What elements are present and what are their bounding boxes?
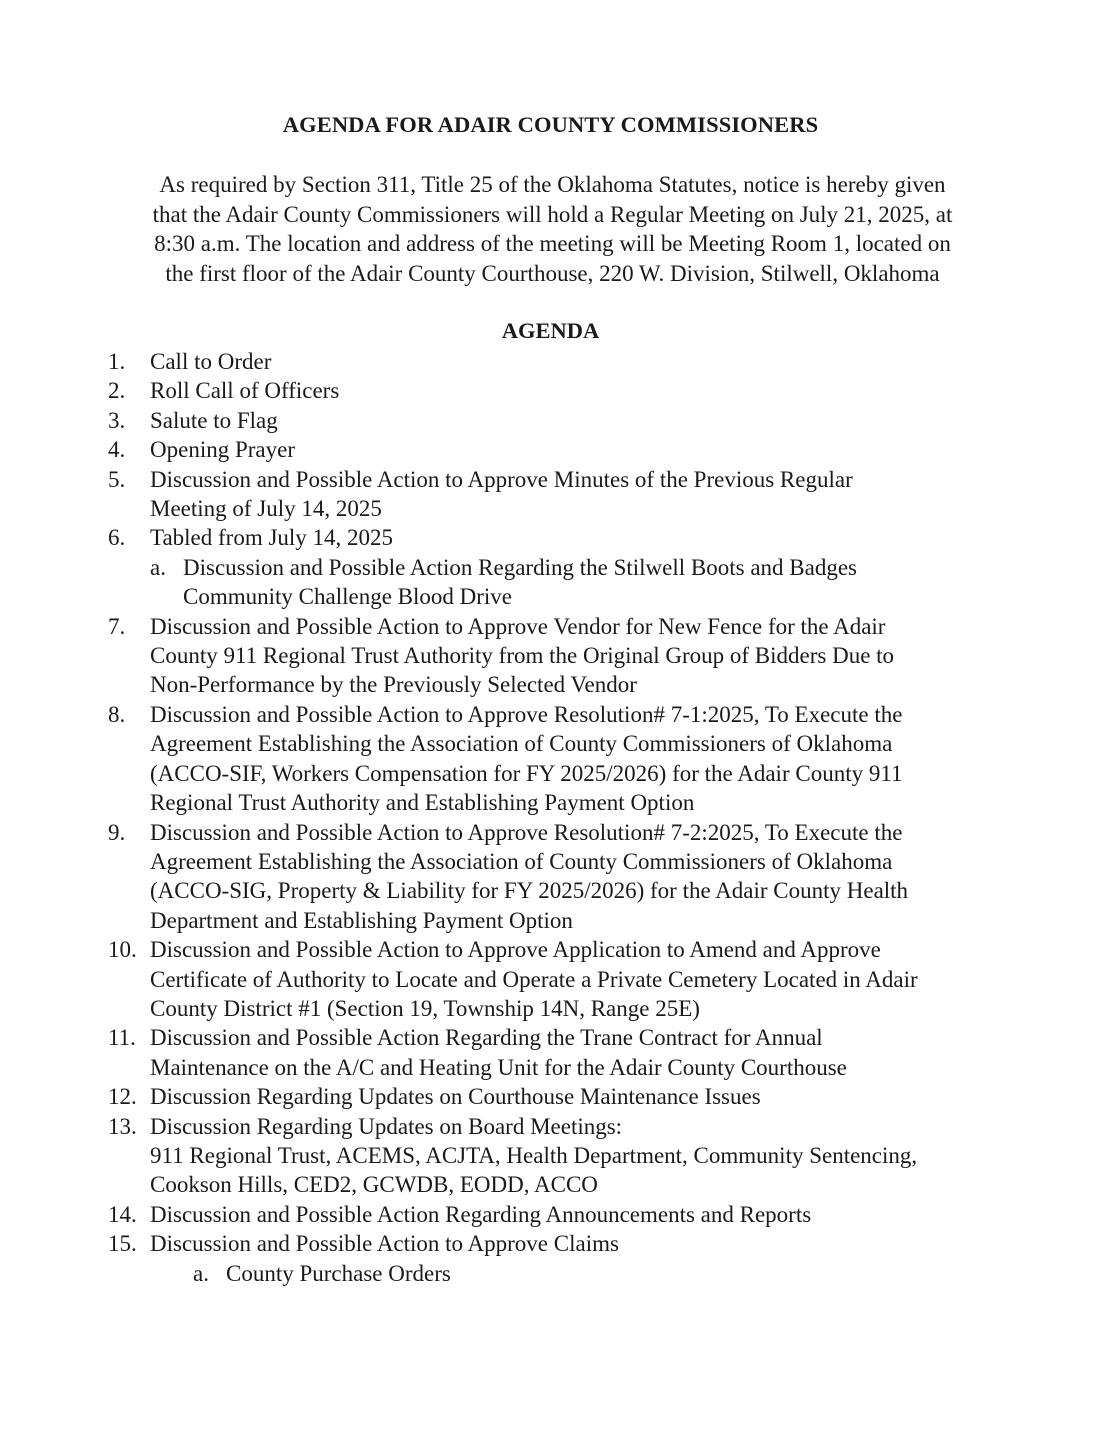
item-number: 12. <box>108 1084 137 1110</box>
item-text: Discussion Regarding Updates on Courthouse Maintenance Issues <box>150 1084 761 1110</box>
agenda-heading: AGENDA <box>501 318 600 343</box>
meeting-notice <box>95 170 1010 288</box>
item-text: County Purchase Orders <box>226 1260 451 1286</box>
item-text: (ACCO-SIF, Workers Compensation for FY 2025/2026) for the Adair County 911 <box>150 760 903 786</box>
agenda-item <box>108 1200 1068 1229</box>
item-number: 4. <box>108 437 126 463</box>
item-number: 11. <box>108 1025 136 1051</box>
agenda-list <box>108 347 1068 1288</box>
item-text: Agreement Establishing the Association of County Commissioners of Oklahoma <box>150 731 893 757</box>
item-number: 15. <box>108 1231 137 1257</box>
item-text: Discussion and Possible Action Regarding the Stilwell Boots and Badges <box>183 554 857 580</box>
item-number: 2. <box>108 378 126 404</box>
item-text: Discussion Regarding Updates on Board Meetings: <box>150 1113 623 1139</box>
agenda-item <box>108 1023 1068 1082</box>
agenda-item <box>108 1229 1068 1258</box>
notice-line: As required by Section 311, Title 25 of the Oklahoma Statutes, notice is hereby given <box>159 172 946 197</box>
item-text: Community Challenge Blood Drive <box>183 584 512 610</box>
item-text: Meeting of July 14, 2025 <box>150 496 382 522</box>
item-text: Call to Order <box>150 349 272 374</box>
item-text: (ACCO-SIG, Property & Liability for FY 2025/2026) for the Adair County Health <box>150 878 909 904</box>
item-text: Discussion and Possible Action to Approve Claims <box>150 1231 619 1257</box>
item-number: 8. <box>108 701 126 727</box>
item-text: Opening Prayer <box>150 437 295 463</box>
item-text: Discussion and Possible Action to Approve Minutes of the Previous Regular <box>150 466 853 492</box>
document-title: AGENDA FOR ADAIR COUNTY COMMISSIONERS <box>282 112 819 137</box>
notice-line: the first floor of the Adair County Courthouse, 220 W. Division, Stilwell, Oklahoma <box>165 260 940 286</box>
item-number: 1. <box>108 349 126 374</box>
item-number: 10. <box>108 937 137 963</box>
item-number: 7. <box>108 613 126 639</box>
item-text: Certificate of Authority to Locate and Operate a Private Cemetery Located in Adair <box>150 966 918 992</box>
agenda-item <box>108 465 1068 524</box>
agenda-item <box>108 1082 1068 1111</box>
item-number: a. <box>150 554 166 580</box>
agenda-item <box>108 406 1068 435</box>
item-text: Agreement Establishing the Association of County Commissioners of Oklahoma <box>150 848 893 874</box>
item-number: 6. <box>108 525 126 551</box>
item-text: Discussion and Possible Action Regarding the Trane Contract for Annual <box>150 1025 823 1051</box>
agenda-item <box>108 612 1068 700</box>
agenda-subitem <box>108 553 1068 612</box>
item-text: Department and Establishing Payment Option <box>150 907 573 933</box>
agenda-item <box>108 435 1068 464</box>
item-text: Maintenance on the A/C and Heating Unit for the Adair County Courthouse <box>150 1054 847 1080</box>
agenda-item <box>108 935 1068 1023</box>
item-text: Discussion and Possible Action Regarding Announcements and Reports <box>150 1201 812 1227</box>
notice-line: that the Adair County Commissioners will hold a Regular Meeting on July 21, 2025, at <box>152 201 953 227</box>
item-number: 9. <box>108 819 126 845</box>
agenda-item <box>108 818 1068 936</box>
item-text: Tabled from July 14, 2025 <box>150 525 394 551</box>
notice-line: 8:30 a.m. The location and address of the meeting will be Meeting Room 1, located on <box>154 231 951 256</box>
agenda-item <box>108 700 1068 818</box>
item-text: Discussion and Possible Action to Approve Resolution# 7-1:2025, To Execute the <box>150 701 903 727</box>
item-text: Roll Call of Officers <box>150 378 340 404</box>
agenda-subitem <box>108 1259 1068 1288</box>
item-text: County District #1 (Section 19, Township 14N, Range 25E) <box>150 995 700 1021</box>
agenda-item <box>108 523 1068 552</box>
item-text: Discussion and Possible Action to Approve Application to Amend and Approve <box>150 937 881 963</box>
item-text: Cookson Hills, CED2, GCWDB, EODD, ACCO <box>150 1172 598 1198</box>
item-number: a. <box>193 1260 209 1286</box>
item-text: Discussion and Possible Action to Approve Vendor for New Fence for the Adair <box>150 613 886 639</box>
item-number: 3. <box>108 407 126 433</box>
item-number: 5. <box>108 466 126 492</box>
item-number: 14. <box>108 1201 137 1227</box>
item-number: 13. <box>108 1113 137 1139</box>
agenda-item <box>108 347 1068 376</box>
agenda-item <box>108 376 1068 405</box>
item-text: County 911 Regional Trust Authority from the Original Group of Bidders Due to <box>150 643 895 669</box>
item-text: 911 Regional Trust, ACEMS, ACJTA, Health Department, Community Sentencing, <box>150 1142 918 1168</box>
item-text: Regional Trust Authority and Establishing Payment Option <box>150 790 695 816</box>
item-text: Discussion and Possible Action to Approve Resolution# 7-2:2025, To Execute the <box>150 819 903 845</box>
item-text: Non-Performance by the Previously Selected Vendor <box>150 672 637 698</box>
agenda-item <box>108 1112 1068 1200</box>
item-text: Salute to Flag <box>150 407 278 433</box>
